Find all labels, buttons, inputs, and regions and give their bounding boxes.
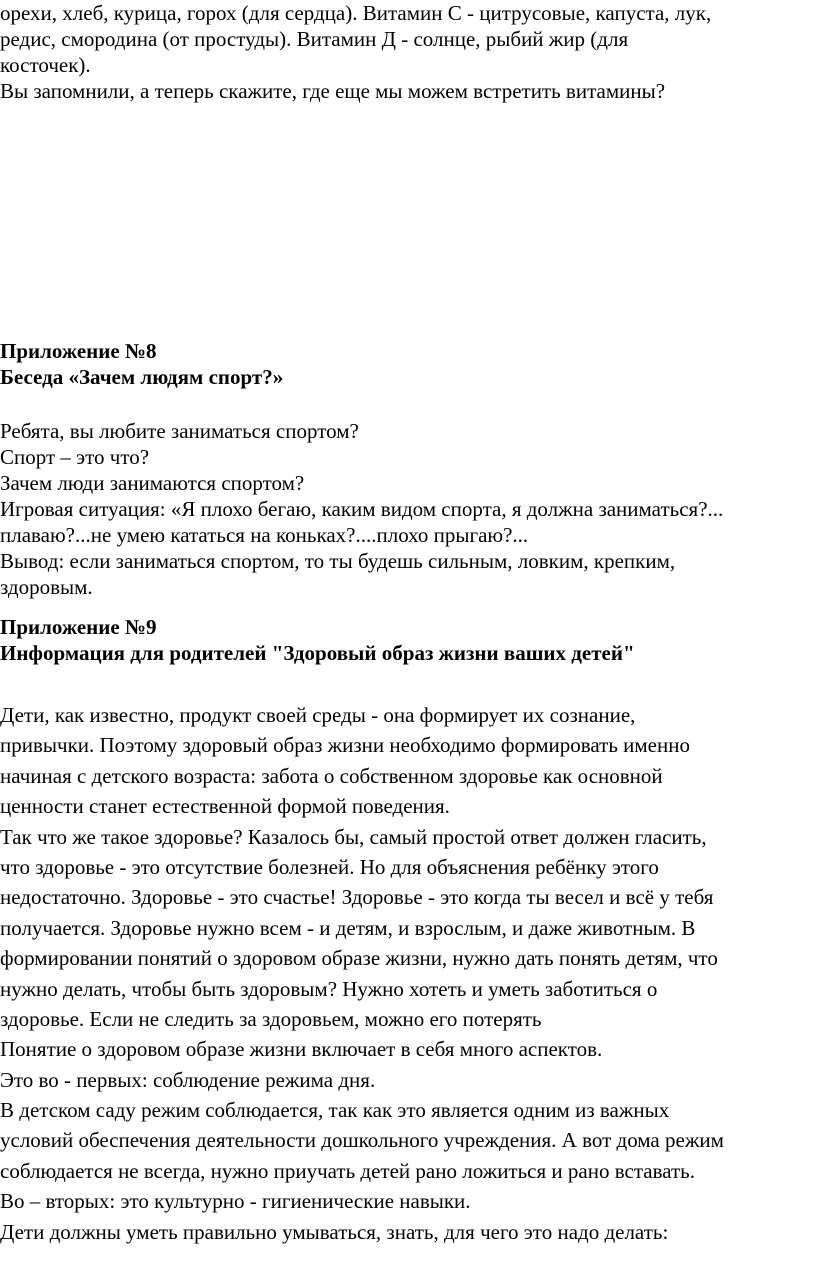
text-line: здоровым.: [0, 575, 93, 599]
text-line: соблюдается не всегда, нужно приучать детей рано ложиться и рано вставать.: [0, 1158, 695, 1183]
appendix-8-body: [0, 418, 816, 600]
text-line: Дети должны уметь правильно умываться, знать, для чего это надо делать:: [0, 1219, 669, 1244]
text-line: получается. Здоровье нужно всем - и детям, и взрослым, и даже животным. В: [0, 915, 696, 940]
text-line: привычки. Поэтому здоровый образ жизни необходимо формировать именно: [0, 733, 690, 758]
text-line: Понятие о здоровом образе жизни включает в себя много аспектов.: [0, 1037, 603, 1062]
intro-paragraph: [0, 0, 816, 104]
text-line: условий обеспечения деятельности дошкольного учреждения. А вот дома режим: [0, 1128, 724, 1153]
text-line: Ребята, вы любите заниматься спортом?: [0, 419, 359, 443]
appendix-8-title: Беседа «Зачем людям спорт?»: [0, 365, 284, 389]
text-line: Это во - первых: соблюдение режима дня.: [0, 1067, 376, 1092]
appendix-9-title: Информация для родителей "Здоровый образ жизни ваших детей": [0, 641, 635, 665]
text-line: Так что же такое здоровье? Казалось бы, самый простой ответ должен гласить,: [0, 824, 707, 849]
appendix-9-header: [0, 614, 816, 666]
text-line: что здоровье - это отсутствие болезней. Но для объяснения ребёнку этого: [0, 854, 659, 879]
text-line: плаваю?...не умею кататься на коньках?....плохо прыгаю?...: [0, 523, 529, 547]
text-line: Во – вторых: это культурно - гигиенические навыки.: [0, 1189, 471, 1214]
text-line: редис, смородина (от простуды). Витамин Д - солнце, рыбий жир (для: [0, 27, 629, 51]
text-line: Спорт – это что?: [0, 445, 150, 469]
appendix-9-heading: Приложение №9: [0, 615, 157, 639]
text-line: косточек).: [0, 53, 91, 77]
text-line: Игровая ситуация: «Я плохо бегаю, каким видом спорта, я должна заниматься?...: [0, 497, 724, 521]
text-line: недостаточно. Здоровье - это счастье! Здоровье - это когда ты весел и всё у тебя: [0, 885, 714, 910]
text-line: Зачем люди занимаются спортом?: [0, 471, 305, 495]
appendix-8-heading: Приложение №8: [0, 339, 157, 363]
text-line: Вывод: если заниматься спортом, то ты будешь сильным, ловким, крепким,: [0, 549, 676, 573]
text-line: ценности станет естественной формой поведения.: [0, 794, 450, 819]
text-line: Дети, как известно, продукт своей среды - она формирует их сознание,: [0, 703, 636, 727]
text-line: нужно делать, чтобы быть здоровым? Нужно хотеть и уметь заботиться о: [0, 976, 658, 1001]
text-line: начиная с детского возраста: забота о собственном здоровье как основной: [0, 763, 663, 788]
text-line: орехи, хлеб, курица, горох (для сердца). Витамин С - цитрусовые, капуста, лук,: [0, 1, 712, 25]
text-line: В детском саду режим соблюдается, так как это является одним из важных: [0, 1098, 670, 1123]
text-line: Вы запомнили, а теперь скажите, где еще мы можем встретить витамины?: [0, 79, 666, 103]
text-line: формировании понятий о здоровом образе жизни, нужно дать понять детям, что: [0, 946, 718, 971]
text-line: здоровье. Если не следить за здоровьем, можно его потерять: [0, 1006, 542, 1031]
appendix-9-body: [0, 700, 816, 1247]
appendix-8-header: [0, 338, 816, 390]
